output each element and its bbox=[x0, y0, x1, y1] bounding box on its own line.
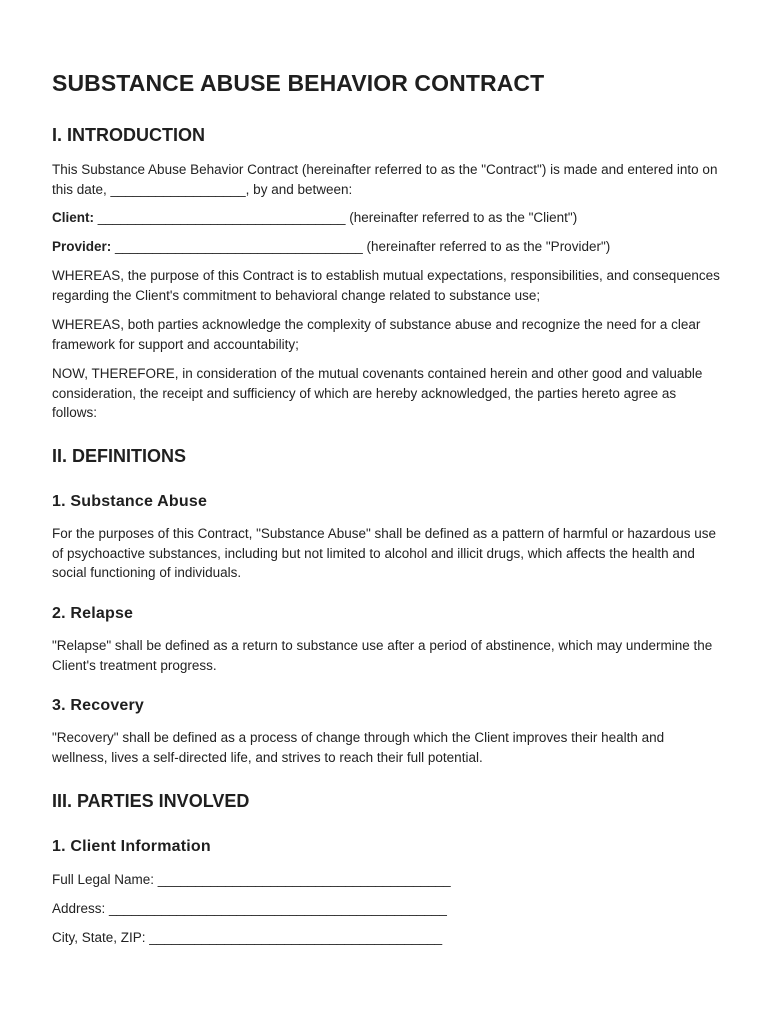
definition-text-recovery: "Recovery" shall be defined as a process of change through which the Client improves their health and wellness, lives a self-directed life, and strives to reach their full potential. bbox=[52, 730, 665, 765]
now-therefore-paragraph: NOW, THEREFORE, in consideration of the mutual covenants contained herein and other good and valuable consideration, the receipt and sufficiency of which are hereby acknowledged, the parties hereto agree as follows: bbox=[52, 366, 703, 420]
definition-text-substance-abuse: For the purposes of this Contract, "Substance Abuse" shall be defined as a pattern of harmful or hazardous use of psychoactive substances, including but not limited to alcohol and illicit drugs, which affects the health and social functioning of individuals. bbox=[52, 526, 716, 580]
provider-blank: _________________________________ (hereinafter referred to as the "Provider") bbox=[111, 239, 611, 254]
definition-text-relapse: "Relapse" shall be defined as a return to substance use after a period of abstinence, which may undermine the Client's treatment progress. bbox=[52, 638, 713, 673]
address-field: Address: _____________________________________________ bbox=[52, 901, 447, 916]
provider-line bbox=[52, 237, 610, 257]
whereas-complexity-paragraph: WHEREAS, both parties acknowledge the complexity of substance abuse and recognize the need for a clear framework for support and accountability; bbox=[52, 317, 701, 352]
document-title: SUBSTANCE ABUSE BEHAVIOR CONTRACT bbox=[52, 70, 545, 96]
client-line bbox=[52, 208, 577, 228]
intro-paragraph: This Substance Abuse Behavior Contract (hereinafter referred to as the "Contract") is made and entered into on this date, __________________, by and between: bbox=[52, 162, 718, 197]
section-heading-parties: III. PARTIES INVOLVED bbox=[52, 791, 250, 811]
full-legal-name-field: Full Legal Name: _______________________________________ bbox=[52, 872, 451, 887]
client-label: Client: bbox=[52, 210, 94, 225]
city-state-zip-field: City, State, ZIP: _______________________________________ bbox=[52, 930, 443, 945]
section-heading-definitions: II. DEFINITIONS bbox=[52, 446, 187, 466]
definition-title-relapse: 2. Relapse bbox=[52, 605, 134, 622]
whereas-purpose-paragraph: WHEREAS, the purpose of this Contract is to establish mutual expectations, responsibilities, and consequences regarding the Client's commitment to behavioral change related to substance use; bbox=[52, 268, 720, 303]
section-heading-introduction: I. INTRODUCTION bbox=[52, 125, 205, 145]
definition-title-substance-abuse: 1. Substance Abuse bbox=[52, 493, 208, 510]
definition-title-recovery: 3. Recovery bbox=[52, 697, 145, 714]
client-blank: _________________________________ (hereinafter referred to as the "Client") bbox=[94, 210, 578, 225]
provider-label: Provider: bbox=[52, 239, 112, 254]
client-information-title: 1. Client Information bbox=[52, 838, 211, 855]
